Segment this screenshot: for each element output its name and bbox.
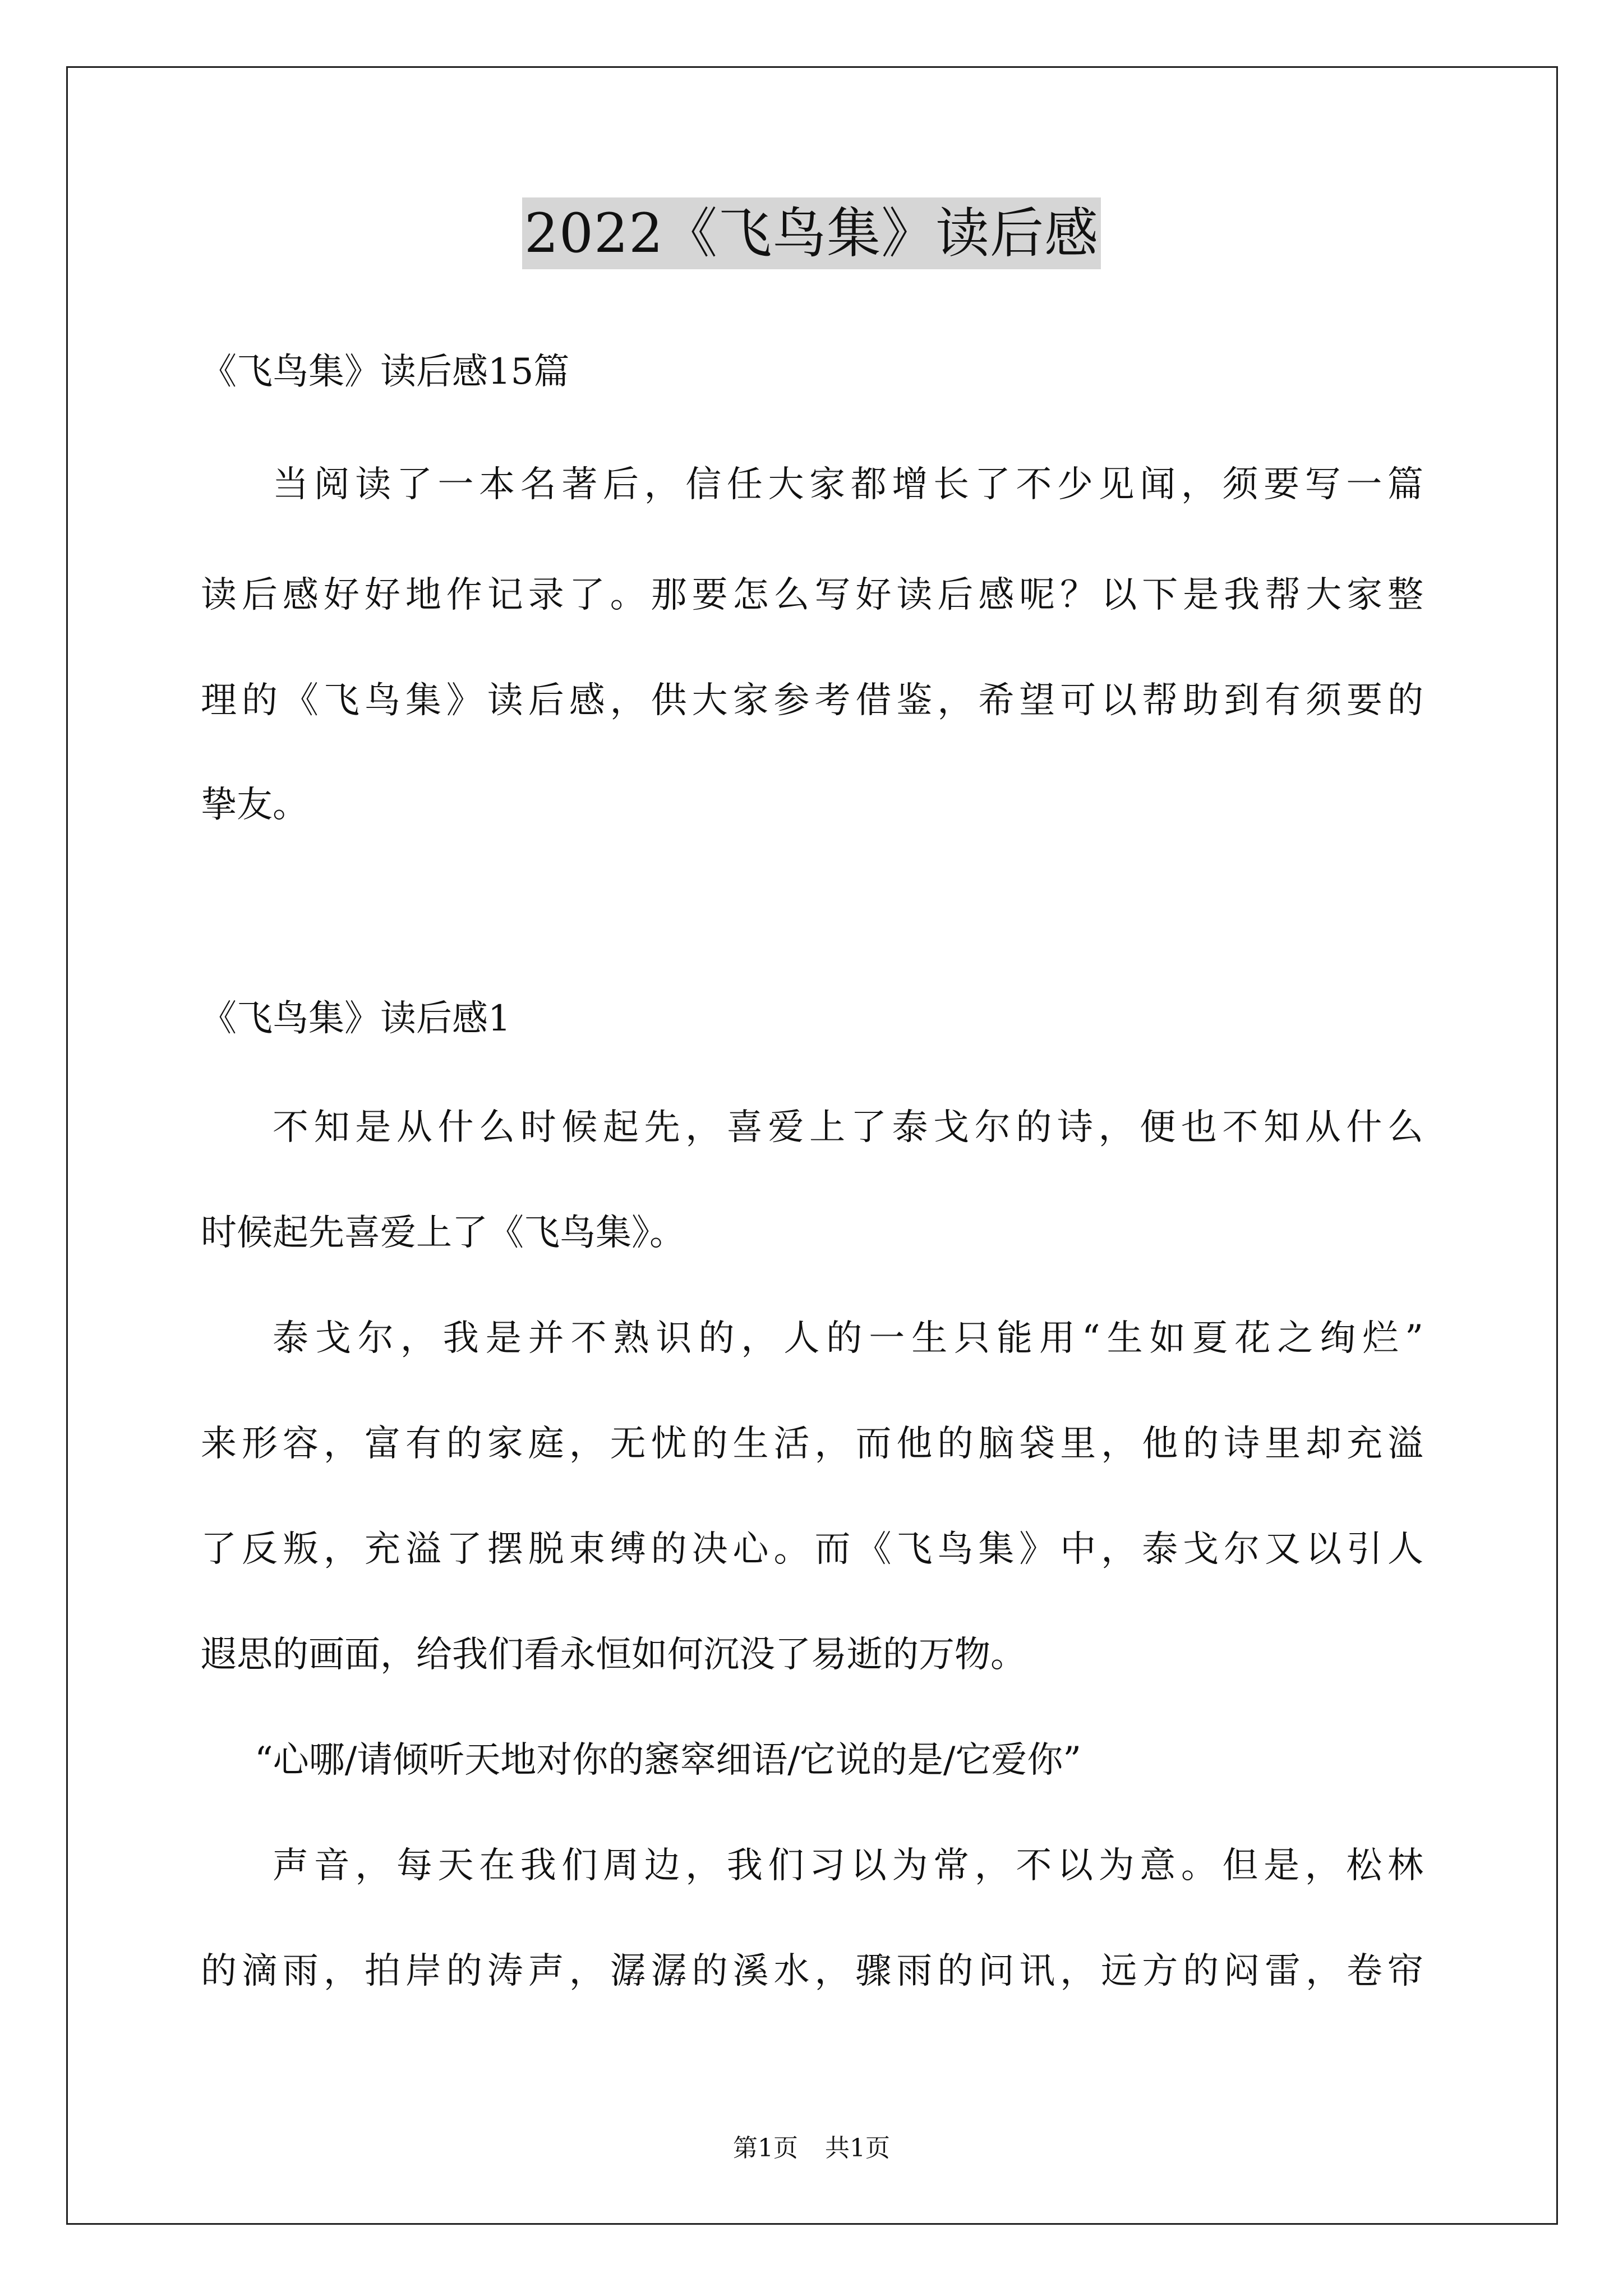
intro-line-2: 读后感好好地作记录了。那要怎么写好读后感呢？以下是我帮大家整 [201, 574, 1423, 616]
para2-line-3: 了反叛，充溢了摆脱束缚的决心。而《飞鸟集》中，泰戈尔又以引人 [201, 1529, 1423, 1570]
para3-line-2: 的滴雨，拍岸的涛声，潺潺的溪水，骤雨的问讯，远方的闷雷，卷帘 [201, 1950, 1423, 1992]
document-title: 2022《飞鸟集》读后感 [522, 197, 1101, 269]
para3-line-1: 声音，每天在我们周边，我们习以为常，不以为意。但是，松林 [273, 1845, 1423, 1887]
intro-line-3: 理的《飞鸟集》读后感，供大家参考借鉴，希望可以帮助到有须要的 [201, 680, 1423, 721]
page-number-current: 第1页 [733, 2134, 798, 2162]
page-number-total: 共1页 [825, 2134, 890, 2162]
para1-line-2: 时候起先喜爱上了《飞鸟集》。 [201, 1212, 685, 1254]
intro-line-4: 挚友。 [201, 784, 308, 826]
main-heading: 《飞鸟集》读后感15篇 [201, 351, 570, 393]
page-footer [0, 2132, 1623, 2165]
para2-line-4: 遐思的画面，给我们看永恒如何沉没了易逝的万物。 [201, 1634, 1026, 1676]
para2-line-1: 泰戈尔，我是并不熟识的，人的一生只能用“生如夏花之绚烂” [273, 1318, 1423, 1359]
para1-line-1: 不知是从什么时候起先，喜爱上了泰戈尔的诗，便也不知从什么 [273, 1107, 1423, 1148]
para2-line-2: 来形容，富有的家庭，无忧的生活，而他的脑袋里，他的诗里却充溢 [201, 1423, 1423, 1465]
section-heading: 《飞鸟集》读后感1 [201, 998, 511, 1039]
poem-quote: “心哪/请倾听天地对你的窸窣细语/它说的是/它爱你” [255, 1740, 1082, 1781]
intro-line-1: 当阅读了一本名著后，信任大家都增长了不少见闻，须要写一篇 [273, 464, 1423, 505]
title-container [0, 197, 1623, 269]
